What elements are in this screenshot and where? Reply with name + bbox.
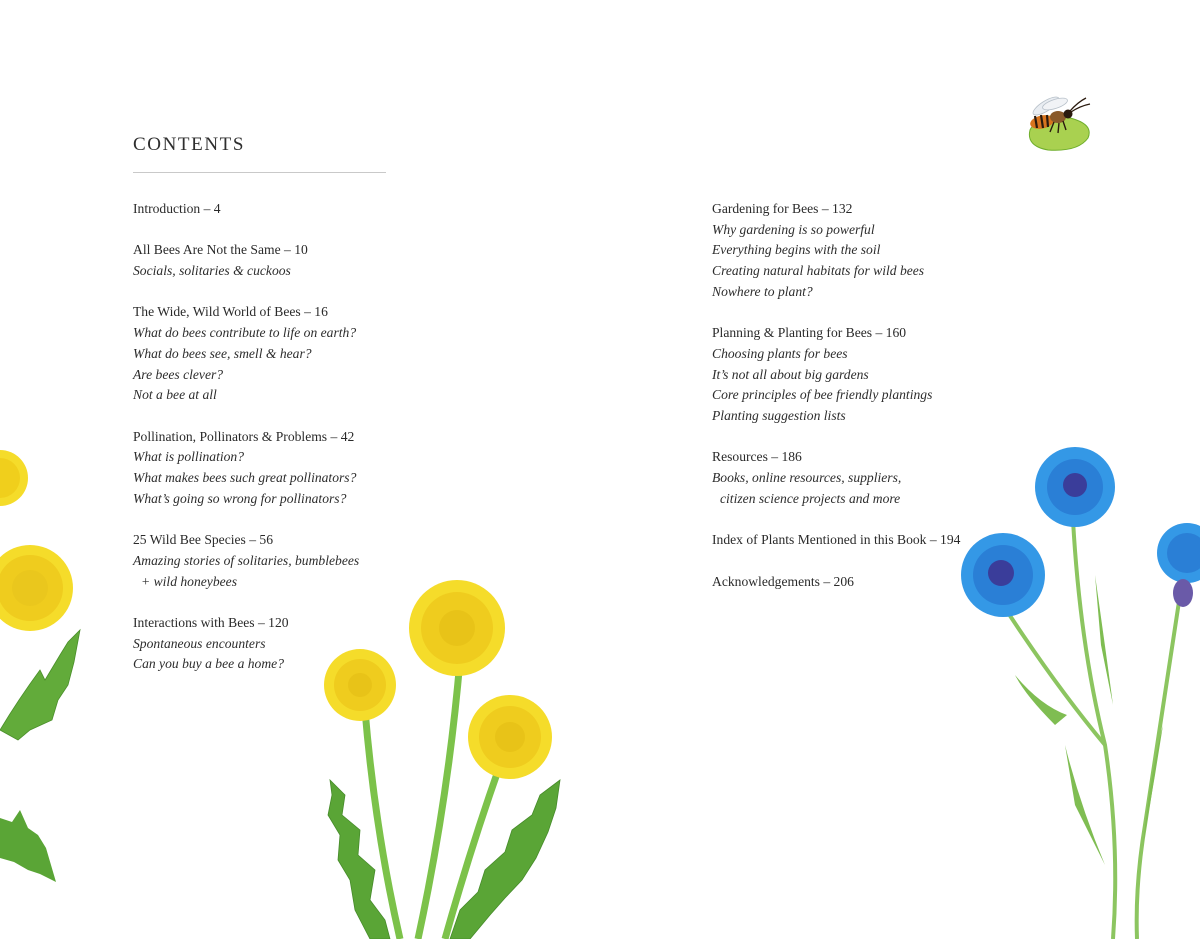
cornflower-stem-icon [1073,520,1115,939]
dandelion-flower-icon [468,695,552,779]
toc-section-gardening[interactable] [712,199,1032,303]
toc-entry-title[interactable]: Pollination, Pollinators & Problems – 42 [133,428,355,444]
leaf-icon [1143,725,1163,845]
toc-entry-title[interactable]: Introduction – 4 [133,201,221,216]
toc-section-resources[interactable] [712,447,1032,509]
toc-subentry: Planting suggestion lists [712,408,846,424]
toc-subentry: What’s going so wrong for pollinators? [133,490,347,506]
leaf-icon [0,810,56,882]
toc-subentry: Socials, solitaries & cuckoos [133,263,291,279]
toc-entry-title[interactable]: All Bees Are Not the Same – 10 [133,242,308,258]
toc-entry-title[interactable]: Resources – 186 [712,449,802,465]
toc-section-introduction[interactable] [133,199,513,220]
bee-wing-icon [1031,94,1062,118]
dandelion-stem-icon [418,660,460,939]
bee-antenna-icon [1070,98,1090,112]
toc-entry-title[interactable]: Gardening for Bees – 132 [712,201,853,216]
dandelion-stem-icon [445,765,500,939]
leaf-icon [1015,675,1067,725]
toc-subentry: Not a bee at all [133,387,217,403]
toc-subentry: Choosing plants for bees [712,345,848,361]
toc-entry-title[interactable]: Planning & Planting for Bees – 160 [712,325,907,341]
toc-subentry: Spontaneous encounters [133,635,266,651]
cornflower-bloom-icon [1157,523,1200,607]
leaf-icon [0,630,80,740]
leaf-icon [1065,745,1105,865]
toc-subentry: Are bees clever? [133,366,224,382]
leaf-icon [450,780,560,939]
toc-subentry: Can you buy a bee a home? [133,656,285,672]
toc-left-column [133,199,513,696]
leaf-icon [328,780,390,939]
toc-section-acknowledgements[interactable] [712,572,1032,593]
toc-section-index-of-plants[interactable] [712,530,1032,551]
toc-subentry: Amazing stories of solitaries, bumblebees [133,552,360,568]
toc-entry-title[interactable]: Acknowledgements – 206 [712,573,854,589]
toc-subentry: Books, online resources, suppliers, [712,470,902,486]
toc-subentry: What do bees see, smell & hear? [133,345,312,361]
bee-thorax-icon [1050,111,1066,123]
toc-section-wide-wild-world[interactable] [133,302,513,406]
toc-subentry: What makes bees such great pollinators? [133,470,357,486]
dandelion-flower-icon [0,545,73,631]
toc-section-wild-bee-species[interactable] [133,530,513,592]
toc-entry-title[interactable]: Index of Plants Mentioned in this Book – 194 [712,532,961,548]
leaf-icon [1095,575,1113,705]
bee-legs-icon [1050,121,1066,133]
toc-section-all-bees[interactable] [133,240,513,281]
toc-subentry: citizen science projects and more [720,490,901,506]
toc-subentry: Core principles of bee friendly plantings [712,387,933,403]
bee-stripes-icon [1035,115,1048,128]
toc-subentry: Why gardening is so powerful [712,221,875,237]
page-title: CONTENTS [133,134,246,155]
toc-subentry: What do bees contribute to life on earth? [133,325,357,341]
toc-entry-title[interactable]: Interactions with Bees – 120 [133,614,289,630]
toc-subentry: What is pollination? [133,449,245,465]
toc-section-planning-planting[interactable] [712,323,1032,427]
cornflower-stem-icon [1003,605,1105,745]
toc-subentry: It’s not all about big gardens [712,366,869,382]
toc-right-column [712,199,1032,613]
bee-wing-icon [1041,96,1069,113]
toc-subentry: Creating natural habitats for wild bees [712,263,925,279]
bee-illustration [1012,80,1102,154]
cornflower-stem-icon [1137,595,1180,939]
leaf-icon [1029,116,1089,151]
left-dandelion-illustration [0,430,95,890]
toc-section-interactions[interactable] [133,613,513,675]
dandelion-stem-icon [365,710,400,939]
toc-entry-title[interactable]: The Wide, Wild World of Bees – 16 [133,304,328,320]
toc-entry-title[interactable]: 25 Wild Bee Species – 56 [133,532,274,548]
heading-divider [133,172,386,173]
dandelion-flower-icon [0,450,28,506]
cornflower-bloom-icon [1035,447,1115,527]
toc-subentry: + wild honeybees [141,573,237,589]
toc-section-pollination[interactable] [133,427,513,510]
bee-head-icon [1064,110,1073,119]
bee-abdomen-icon [1029,113,1055,131]
toc-subentry: Everything begins with the soil [712,242,881,258]
toc-subentry: Nowhere to plant? [712,283,813,299]
